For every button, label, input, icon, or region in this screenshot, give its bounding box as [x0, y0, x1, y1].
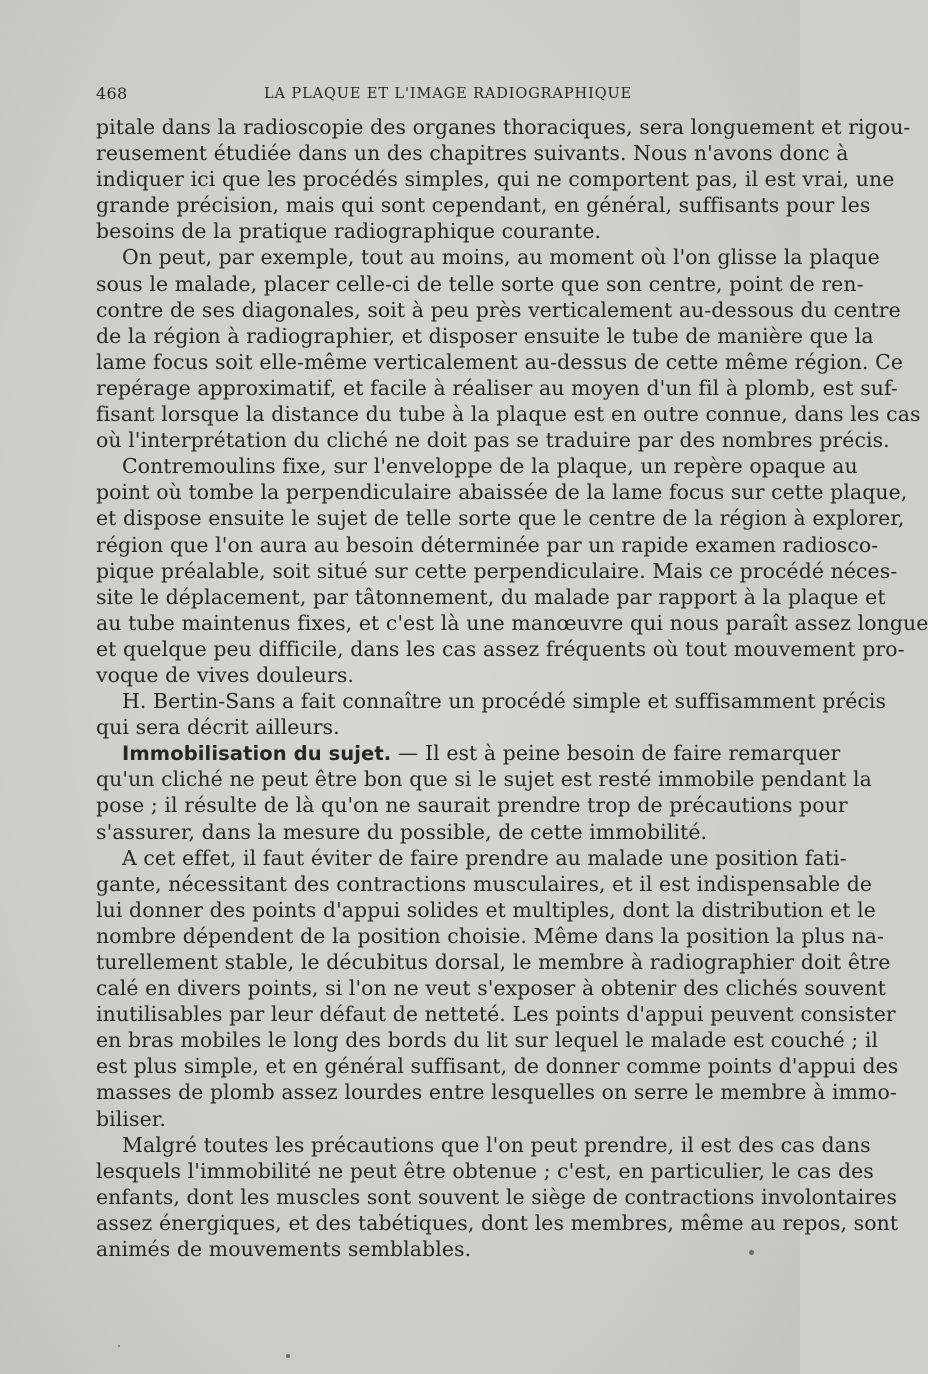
section-heading: Immobilisation du sujet.	[122, 742, 392, 766]
text-line: pose ; il résulte de là qu'on ne saurait prendre trop de précautions pour	[96, 793, 848, 818]
text-line: point où tombe la perpendiculaire abaissée de la lame focus sur cette plaque,	[96, 480, 908, 505]
text-line: On peut, par exemple, tout au moins, au moment où l'on glisse la plaque	[122, 245, 880, 270]
text-line: lui donner des points d'appui solides et multiples, dont la distribution et le	[96, 897, 876, 922]
body-text	[96, 114, 928, 1262]
text-line: pique préalable, soit situé sur cette perpendiculaire. Mais ce procédé néces-	[96, 558, 898, 583]
text-line: besoins de la pratique radiographique courante.	[96, 219, 602, 244]
text-line: qu'un cliché ne peut être bon que si le sujet est resté immobile pendant la	[96, 767, 872, 792]
text-line: gante, nécessitant des contractions musculaires, et il est indispensable de	[96, 871, 873, 896]
text-line: enfants, dont les muscles sont souvent le siège de contractions involontaires	[96, 1184, 898, 1209]
page-header	[96, 84, 716, 106]
text-line: indiquer ici que les procédés simples, qui ne comportent pas, il est vrai, une	[96, 167, 895, 192]
text-line: assez énergiques, et des tabétiques, dont les membres, même au repos, sont	[96, 1210, 899, 1235]
text-line: turellement stable, le décubitus dorsal, le membre à radiographier doit être	[96, 950, 891, 974]
text-line: en bras mobiles le long des bords du lit sur lequel le malade est couché ; il	[96, 1028, 879, 1053]
text-line: et quelque peu difficile, dans les cas assez fréquents où tout mouvement pro-	[96, 636, 905, 661]
paper-speck	[286, 1354, 290, 1358]
text-line: masses de plomb assez lourdes entre lesquelles on serre le membre à immo-	[96, 1080, 897, 1105]
paper-speck	[118, 1345, 120, 1347]
text-line: lame focus soit elle-même verticalement au-dessus de cette même région. Ce	[96, 349, 904, 374]
text-line: lesquels l'immobilité ne peut être obtenue ; c'est, en particulier, le cas des	[96, 1158, 874, 1183]
text-line: fisant lorsque la distance du tube à la plaque est en outre connue, dans les cas	[96, 402, 921, 427]
text-line: région que l'on aura au besoin déterminée par un rapide examen radiosco-	[96, 532, 879, 557]
text-line: de la région à radiographier, et disposer ensuite le tube de manière que la	[96, 323, 874, 348]
text-line: s'assurer, dans la mesure du possible, de cette immobilité.	[96, 819, 708, 844]
text-line: site le déplacement, par tâtonnement, du malade par rapport à la plaque et	[96, 584, 886, 609]
line-text: — Il est à peine besoin de faire remarquer	[397, 741, 841, 766]
text-line: repérage approximatif, et facile à réaliser au moyen d'un fil à plomb, est suf-	[96, 375, 898, 400]
text-line: H. Bertin-Sans a fait connaître un procédé simple et suffisamment précis	[122, 689, 887, 714]
text-line: reusement étudiée dans un des chapitres suivants. Nous n'avons donc à	[96, 141, 849, 166]
text-line: et dispose ensuite le sujet de telle sorte que le centre de la région à explorer,	[96, 506, 905, 531]
text-line: animés de mouvements semblables.	[96, 1237, 472, 1262]
text-line: nombre dépendent de la position choisie. Même dans la position la plus na-	[96, 923, 885, 948]
text-line: inutilisables par leur défaut de netteté. Les points d'appui peuvent consister	[96, 1002, 896, 1027]
running-title: LA PLAQUE ET L'IMAGE RADIOGRAPHIQUE	[264, 86, 633, 102]
text-line: calé en divers points, si l'on ne veut s'exposer à obtenir des clichés souvent	[96, 976, 886, 1001]
text-line: contre de ses diagonales, soit à peu près verticalement au-dessous du centre	[96, 297, 901, 322]
text-line: biliser.	[96, 1106, 166, 1131]
text-line: Contremoulins fixe, sur l'enveloppe de la plaque, un repère opaque au	[122, 454, 858, 479]
text-line: Malgré toutes les précautions que l'on peut prendre, il est des cas dans	[122, 1132, 871, 1157]
text-line: au tube maintenus fixes, et c'est là une manœuvre qui nous paraît assez longue	[96, 610, 928, 635]
text-line: pitale dans la radioscopie des organes thoraciques, sera longuement et rigou-	[96, 115, 911, 139]
text-line: sous le malade, placer celle-ci de telle sorte que son centre, point de ren-	[96, 271, 864, 296]
text-line: A cet effet, il faut éviter de faire prendre au malade une position fati-	[122, 845, 847, 870]
text-line: qui sera décrit ailleurs.	[96, 715, 340, 740]
text-line: grande précision, mais qui sont cependant, en général, suffisants pour les	[96, 193, 871, 218]
text-line	[96, 740, 841, 766]
paper-speck	[749, 1250, 754, 1255]
text-line: voque de vives douleurs.	[96, 662, 354, 687]
text-line: est plus simple, et en général suffisant, de donner comme points d'appui des	[96, 1054, 899, 1079]
text-line: où l'interprétation du cliché ne doit pas se traduire par des nombres précis.	[96, 428, 890, 453]
page-number: 468	[96, 84, 128, 103]
